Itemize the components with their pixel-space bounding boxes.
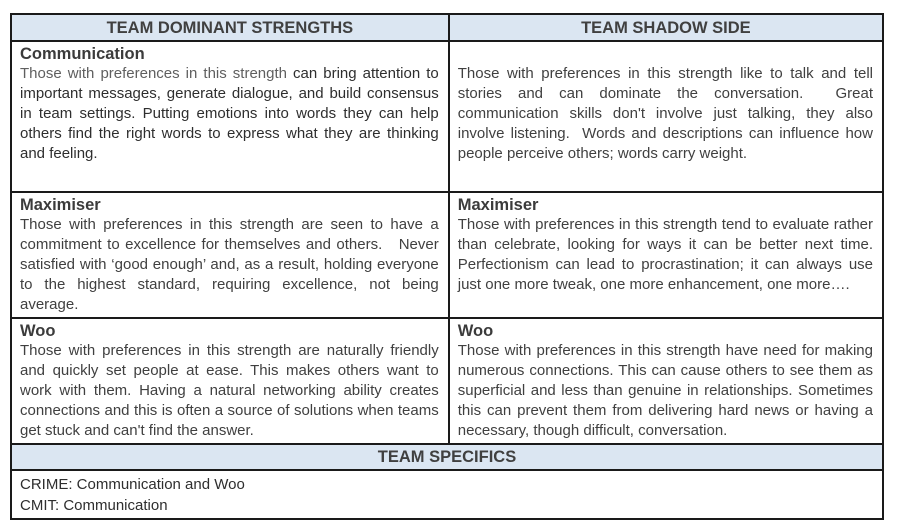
cell-communication-shadow xyxy=(449,41,883,192)
cell-team-specifics xyxy=(11,470,883,519)
strength-body-woo: Those with preferences in this strength are naturally friendly and quickly set people at ease. This makes others want to work with them. Having a natural networking ability creates connections and this is often a source of solutions when teams get stuck and can't find the answer. xyxy=(20,342,443,439)
cell-maximiser-strength xyxy=(11,192,449,318)
strength-body-maximiser: Those with preferences in this strength are seen to have a commitment to excellence for themselves and others. Never satisfied with ‘good enough’ and, as a result, holding everyone to the highest standard, requiring excellence, not being average. xyxy=(20,216,443,313)
cell-woo-strength xyxy=(11,318,449,444)
table-row-maximiser xyxy=(11,192,883,318)
team-specifics-header: TEAM SPECIFICS xyxy=(11,444,883,470)
strength-title-maximiser: Maximiser xyxy=(20,196,101,214)
shadow-body-communication: Those with preferences in this strength like to talk and tell stories and can dominate the conversation. Great communication skills don't involve just talking, they also involve listening. Words and descriptions can influence how people perceive others; words carry weight. xyxy=(457,65,878,162)
specifics-line-crime: CRIME: Communication and Woo xyxy=(20,476,245,493)
strength-title-communication: Communication xyxy=(20,45,145,63)
specifics-line-cmit: CMIT: Communication xyxy=(20,497,168,514)
team-specifics-row xyxy=(11,470,883,519)
table-row-woo xyxy=(11,318,883,444)
table-header-row xyxy=(11,14,883,41)
lead-text: Those with preferences in this strength xyxy=(20,65,294,82)
cell-maximiser-shadow xyxy=(449,192,883,318)
shadow-body-woo: Those with preferences in this strength have need for making numerous connections. This can cause others to see them as superficial and less than genuine in relationships. Sometimes this can prevent them from delivering hard news or having a necessary, though difficult, conversation. xyxy=(457,342,878,439)
shadow-title-communication xyxy=(458,44,873,64)
strengths-table xyxy=(10,13,884,520)
cell-woo-shadow xyxy=(449,318,883,444)
strength-title-woo: Woo xyxy=(20,322,56,340)
shadow-title-maximiser: Maximiser xyxy=(457,196,539,214)
team-specifics-header-row xyxy=(11,444,883,470)
cell-communication-strength xyxy=(11,41,449,192)
shadow-title-woo: Woo xyxy=(457,322,494,340)
body-text: can bring attention to important messages, generate dialogue, and build consensus in team settings. Putting emotions into words they can help others find the right words to express what they are thinking and feeling. xyxy=(20,65,443,162)
column-header-dominant-strengths: TEAM DOMINANT STRENGTHS xyxy=(11,14,449,41)
column-header-shadow-side: TEAM SHADOW SIDE xyxy=(449,14,883,41)
table-row-communication xyxy=(11,41,883,192)
shadow-body-maximiser: Those with preferences in this strength tend to evaluate rather than celebrate, looking for ways it can be better next time. Perfectionism can lead to procrastination; it can always use just one more tweak, one more enhancement, one more…. xyxy=(457,216,878,293)
strength-body-communication xyxy=(20,64,443,164)
